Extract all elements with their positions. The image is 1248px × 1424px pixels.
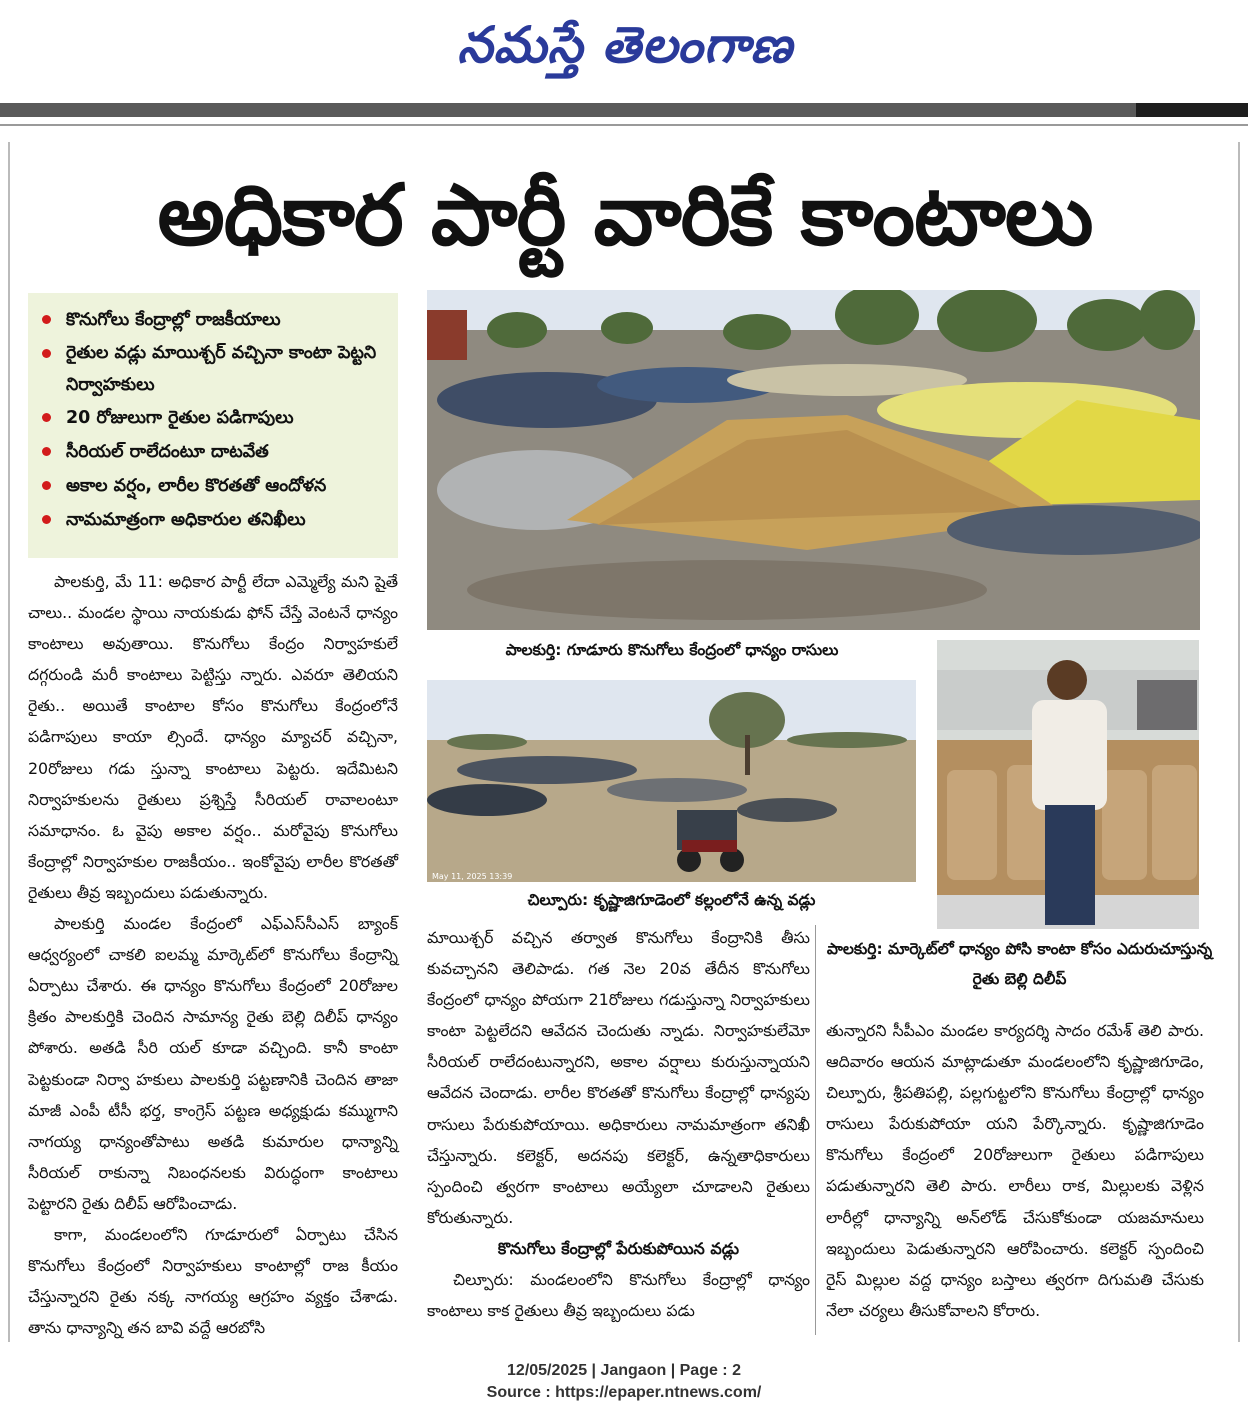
photo-caption: చిల్పూరు: కృష్ణాజిగూడెంలో కల్లంలోనే ఉన్న వడ్లు (527, 891, 816, 909)
newspaper-logo: నమస్తే తెలంగాణ (457, 15, 793, 74)
photo-field-bike (427, 680, 916, 882)
bullet-icon (42, 349, 51, 358)
photo-grain-heaps (427, 290, 1200, 630)
article-paragraph: పాలకుర్తి మండల కేంద్రంలో ఎఫ్‌ఎస్‌సీఎస్ బ్యాంక్ ఆధ్వర్యంలో చాకలి ఐలమ్మ మార్కెట్‌లో కొనుగోలు కేంద్రాన్ని ఏర్పాటు చేశారు. ఈ ధాన్యం కొనుగోలు కేంద్రంలో 20రోజుల క్రితం పాలకుర్తికి చెందిన సామాన్య రైతు బెల్లి దిలీప్ ధాన్యం పోశారు. అతడి సీరి యల్ కూడా వచ్చింది. కానీ కాంటా పెట్టకుండా నిర్వా హకులు పాలకుర్తి పట్టణానికి చెందిన తాజా మాజీ ఎంపీ టీసీ భర్త, కాంగ్రెస్ పట్టణ అధ్యక్షుడు కమ్ముగాని నాగయ్య ధాన్యంతోపాటు అతడి కుమారుల ధాన్యాన్ని సీరియల్ రాకున్నా నిబంధనలకు విరుద్ధంగా కాంటాలు పెట్టారని రైతు దిలీప్ ఆరోపించాడు. (28, 914, 398, 1213)
masthead-rule (0, 103, 1136, 117)
highlight-item: కొనుగోలు కేంద్రాల్లో రాజకీయాలు (40, 303, 398, 337)
article-paragraph: కాగా, మండలంలోని గూడూరులో ఏర్పాటు చేసిన కొనుగోలు కేంద్రంలో నిర్వాహకులు కాంటాల్లో రాజ కీయం చేస్తున్నారని రైతు నక్క నాగయ్య ఆగ్రహం వ్యక్తం చేశాడు. తాను ధాన్యాన్ని తన బావి వద్దే ఆరబోసి (28, 1224, 398, 1338)
highlights-box (28, 293, 398, 558)
article-paragraph: మాయిశ్చర్ వచ్చిన తర్వాత కొనుగోలు కేంద్రానికి తీసు కువచ్చానని తెలిపాడు. గత నెల 20వ తేదీన కొనుగోలు కేంద్రంలో ధాన్యం పోయగా 21రోజులు గడుస్తున్నా నిర్వాహకులు కాంటా పెట్టలేదని ఆవేదన చెందుతు న్నాడు. నిర్వాహకులేమో సీరియల్ రాలేదంటున్నారని, అకాల వర్షాలు కురుస్తున్నాయని ఆవేదన చెందాడు. లారీల కొరతతో కొనుగోలు కేంద్రాల్లో ధాన్యపు రాసులు పేరుకుపోయాయి. అధికారులు నామమాత్రంగా తనిఖీ చేస్తున్నారు. కలెక్టర్, అదనపు కలెక్టర్, ఉన్నతాధికారులు స్పందించి త్వరగా కాంటాలు అయ్యేలా చూడాలని రైతులు కోరుతున్నారు. (427, 928, 810, 1227)
article-column-3 (826, 1015, 1204, 1320)
photo-timestamp: May 11, 2025 13:39 (432, 872, 513, 881)
photo-farmer-dilip (937, 640, 1199, 929)
article-headline: అధికార పార్టీ వారికే కాంటాలు (157, 166, 1093, 264)
highlight-item: అకాల వర్షం, లారీల కొరతతో ఆందోళన (40, 469, 398, 503)
article-paragraph: తున్నారని సీపీఎం మండల కార్యదర్శి సాదం రమేశ్ తెలి పారు. ఆదివారం ఆయన మాట్లాడుతూ మండలంలోని కృష్ణాజిగూడెం, చిల్పూరు, శ్రీపతిపల్లి, పల్లగుట్టలోని కొనుగోలు కేంద్రాల్లో ధాన్యం రాసులు పేరుకుపోయా యని పేర్కొన్నారు. కృష్ణాజిగూడెం కొనుగోలు కేంద్రంలో 20రోజులుగా రైతులు పడిగాపులు పడుతున్నారని తెలి పారు. లారీలు రాక, మిల్లులకు వెళ్లిన లారీల్లో ధాన్యాన్ని అన్‌లోడ్ చేసుకోకుండా యజమానులు ఇబ్బందులు పెడుతున్నారని ఆరోపించారు. కలెక్టర్ స్పందించి రైస్ మిల్లుల వద్ద ధాన్యం బస్తాలు త్వరగా దిగుమతి చేసుకు నేలా చర్యలు తీసుకోవాలని కోరారు. (826, 1021, 1204, 1320)
bullet-icon (42, 481, 51, 490)
bullet-icon (42, 315, 51, 324)
page-footer (0, 1360, 1248, 1404)
article-column-2 (427, 922, 810, 1342)
article-column-1 (28, 566, 398, 1338)
bullet-icon (42, 447, 51, 456)
bullet-icon (42, 413, 51, 422)
article-paragraph: పాలకుర్తి, మే 11: అధికార పార్టీ లేదా ఎమ్మెల్యే మని షైతే చాలు.. మండల స్థాయి నాయకుడు ఫోన్ చేస్తే వెంటనే ధాన్యం కాంటాలు అవుతాయి. కొనుగోలు కేంద్రం నిర్వాహకులే దగ్గరుండి మరీ కాంటాలు పెట్టిస్తు న్నారు. ఎవరూ తెలియని రైతు.. అయితే కాంటాల కోసం కొనుగోలు కేంద్రంలోనే పడిగాపులు కాయా ల్సిందే. ధాన్యం మ్యాచర్ వచ్చినా, 20రోజులు గడు స్తున్నా కాంటాలు పెట్టరు. ఇదేమిటని నిర్వాహకులను రైతులు ప్రశ్నిస్తే సీరియల్ రావాలంటూ సమాధానం. ఓ వైపు అకాల వర్షం.. మరోవైపు కొనుగోలు కేంద్రాల్లో నిర్వాహకుల రాజకీయం.. ఇంకోవైపు లారీల కొరతతో రైతులు తీవ్ర ఇబ్బందులు పడుతున్నారు. (28, 572, 398, 902)
article-subheading: కొనుగోలు కేంద్రాల్లో పేరుకుపోయిన వడ్లు (497, 1238, 740, 1258)
highlight-item: 20 రోజులుగా రైతుల పడిగాపులు (40, 401, 398, 435)
bullet-icon (42, 515, 51, 524)
footer-date-edition: 12/05/2025 | Jangaon | Page : 2 (507, 1362, 741, 1379)
highlight-item: సీరియల్ రాలేదంటూ దాటవేత (40, 435, 398, 469)
highlight-item: రైతుల వడ్లు మాయిశ్చర్ వచ్చినా కాంటా పెట్టని నిర్వాహకులు (40, 337, 398, 401)
footer-source-link[interactable]: Source : https://epaper.ntnews.com/ (486, 1384, 762, 1401)
masthead-rule-end (1136, 103, 1248, 117)
article-paragraph: చిల్పూరు: మండలంలోని కొనుగోలు కేంద్రాల్లో ధాన్యం కాంటాలు కాక రైతులు తీవ్ర ఇబ్బందులు పడు (427, 1270, 810, 1321)
masthead-thin-rule (0, 124, 1248, 126)
photo-caption: పాలకుర్తి: గూడూరు కొనుగోలు కేంద్రంలో ధాన్యం రాసులు (505, 641, 839, 659)
column-divider (815, 925, 816, 1335)
highlight-item: నామమాత్రంగా అధికారుల తనిఖీలు (40, 503, 398, 537)
photo-caption: పాలకుర్తి: మార్కెట్‌లో ధాన్యం పోసి కాంటా కోసం ఎదురుచూస్తున్న రైతు బెల్లి దిలీప్ (826, 940, 1213, 988)
